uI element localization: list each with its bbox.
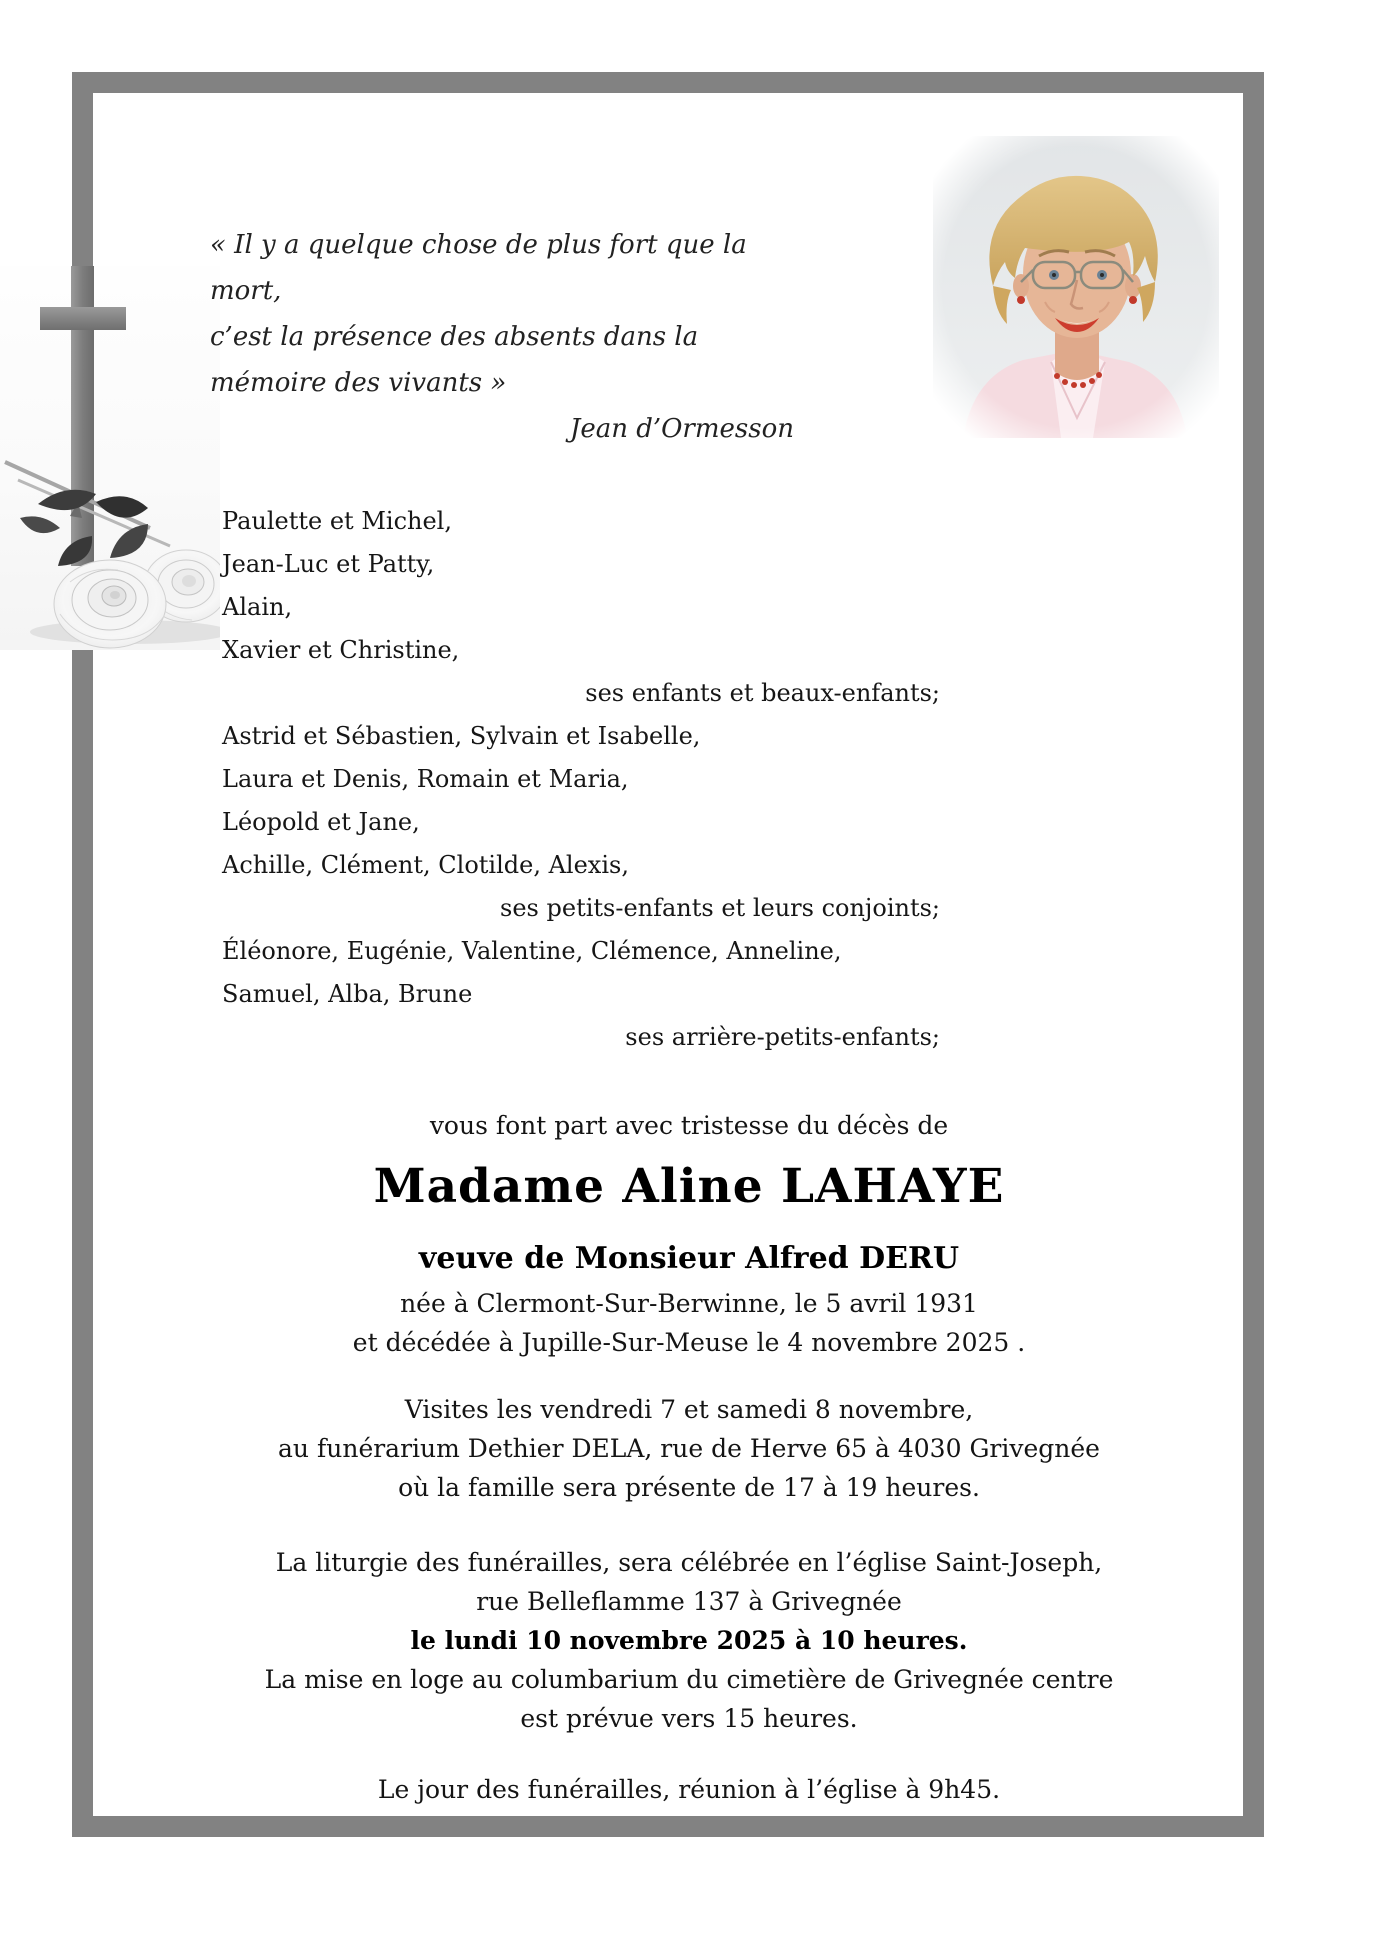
family-list	[222, 500, 940, 1059]
funeral-day-note: Le jour des funérailles, réunion à l’église à 9h45.	[377, 1775, 1001, 1804]
announcement-intro: vous font part avec tristesse du décès de	[429, 1111, 949, 1140]
family-role-great-grandchildren: ses arrière-petits-enfants;	[625, 1023, 940, 1051]
portrait-photo	[933, 136, 1219, 438]
birth-death-dates	[93, 1284, 1285, 1362]
family-line: Laura et Denis, Romain et Maria,	[222, 765, 629, 793]
family-line: Éléonore, Eugénie, Valentine, Clémence, Anneline,	[222, 937, 842, 965]
portrait-woman-icon	[933, 136, 1219, 438]
family-line: Jean-Luc et Patty,	[222, 550, 435, 578]
quote-line-1: « Il y a quelque chose de plus fort que la mort,	[210, 230, 747, 306]
liturgy-line-5: est prévue vers 15 heures.	[520, 1704, 858, 1733]
liturgy-line-4: La mise en loge au columbarium du cimetière de Grivegnée centre	[264, 1665, 1114, 1694]
died-line: et décédée à Jupille-Sur-Meuse le 4 novembre 2025 .	[352, 1328, 1026, 1357]
cross-roses-image	[0, 266, 220, 650]
deceased-name: Madame Aline LAHAYE	[373, 1159, 1005, 1214]
visits-line-1: Visites les vendredi 7 et samedi 8 novembre,	[404, 1395, 974, 1424]
family-line: Astrid et Sébastien, Sylvain et Isabelle,	[222, 722, 701, 750]
visits-line-3: où la famille sera présente de 17 à 19 heures.	[398, 1473, 980, 1502]
family-role-grandchildren: ses petits-enfants et leurs conjoints;	[500, 894, 940, 922]
family-role-children: ses enfants et beaux-enfants;	[585, 679, 940, 707]
cross-roses-icon	[0, 266, 220, 650]
liturgy-line-1: La liturgie des funérailles, sera célébrée en l’église Saint-Joseph,	[275, 1548, 1103, 1577]
born-line: née à Clermont-Sur-Berwinne, le 5 avril 1931	[400, 1289, 978, 1318]
visits-block	[93, 1390, 1285, 1507]
quote-line-2: c’est la présence des absents dans la mémoire des vivants »	[210, 322, 699, 398]
family-line: Samuel, Alba, Brune	[222, 980, 473, 1008]
visits-line-2: au funérarium Dethier DELA, rue de Herve 65 à 4030 Grivegnée	[278, 1434, 1100, 1463]
quote-attribution: Jean d’Ormesson	[569, 414, 794, 444]
family-line: Paulette et Michel,	[222, 507, 452, 535]
opening-quote	[210, 222, 822, 452]
family-line: Achille, Clément, Clotilde, Alexis,	[222, 851, 629, 879]
family-line: Alain,	[222, 593, 293, 621]
widow-line: veuve de Monsieur Alfred DERU	[418, 1241, 960, 1276]
liturgy-line-2: rue Belleflamme 137 à Grivegnée	[476, 1587, 902, 1616]
family-line: Léopold et Jane,	[222, 808, 420, 836]
liturgy-date-line: le lundi 10 novembre 2025 à 10 heures.	[410, 1626, 968, 1655]
liturgy-block	[93, 1543, 1285, 1738]
family-line: Xavier et Christine,	[222, 636, 460, 664]
